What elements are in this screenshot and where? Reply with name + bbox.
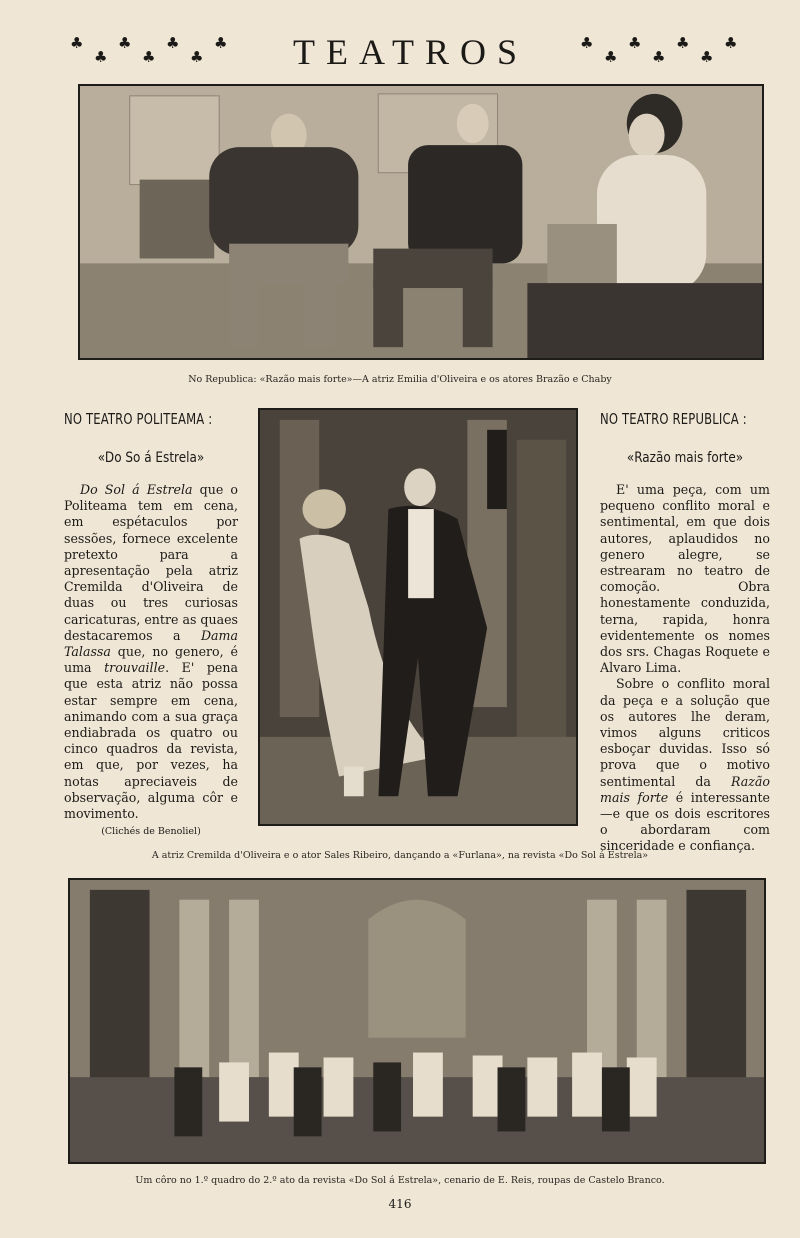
page-title: TEATROS	[292, 32, 528, 72]
photo-credit: (Clichés de Benoliel)	[101, 826, 201, 838]
clover-icon: ♣	[700, 48, 714, 66]
clover-icon: ♣	[118, 34, 132, 52]
photo-choir-scene	[68, 878, 766, 1164]
clover-icon: ♣	[604, 48, 618, 66]
photo-caption-middle: A atriz Cremilda d'Oliveira e o ator Sales Ribeiro, dançando a «Furlana», na revista «Do Sol á Estrela»	[151, 850, 649, 861]
photo-furlana-dance	[258, 408, 578, 826]
article-body: Do Sol á Estrela que o Politeama tem em cena, em espétaculos por sessões, fornece excelente pretexto para a apresentação pela atriz Cremilda d'Oliveira de duas ou tres curiosas caricaturas, entre as quaes destacaremos a Dama Talassa que, no genero, é uma trouvaille. E' pena que esta atriz não possa estar sempre em cena, animando com a sua graça endiabrada os quatro ou cinco quadros da revista, em que, por vezes, ha notas apreciaveis de observação, alguma côr e movimento.	[64, 482, 239, 822]
article-body	[600, 482, 770, 855]
clover-icon: ♣	[676, 34, 690, 52]
section-heading: NO TEATRO REPUBLICA :	[600, 410, 747, 428]
clover-icon: ♣	[70, 34, 84, 52]
column-republica	[600, 410, 770, 855]
clover-icon: ♣	[628, 34, 642, 52]
clover-icon: ♣	[652, 48, 666, 66]
photo-caption-bottom: Um côro no 1.º quadro do 2.º ato da revista «Do Sol á Estrela», cenario de E. Reis, roupas de Castelo Branco.	[135, 1175, 665, 1186]
photo-caption-top: No Republica: «Razão mais forte»—A atriz Emilia d'Oliveira e os atores Brazão e Chaby	[188, 374, 612, 385]
section-subheading: «Razão mais forte»	[626, 450, 744, 466]
clover-icon: ♣	[724, 34, 738, 52]
page-header	[60, 30, 750, 70]
clover-icon: ♣	[580, 34, 594, 52]
clover-ornament-right	[580, 30, 750, 70]
clover-icon: ♣	[214, 34, 228, 52]
page-number: 416	[388, 1197, 412, 1211]
photo-republica-scene	[78, 84, 764, 360]
column-politeama	[64, 410, 238, 837]
clover-icon: ♣	[142, 48, 156, 66]
paragraph: Sobre o conflito moral da peça e a solução que os autores lhe deram, vimos alguns criticos esboçar duvidas. Isso só prova que o motivo sentimental da Razão mais forte é interessante—e que os dois escritores o abordaram com sinceridade e confiança.	[600, 676, 770, 854]
clover-icon: ♣	[166, 34, 180, 52]
section-subheading: «Do So á Estrela»	[97, 450, 205, 466]
clover-icon: ♣	[190, 48, 204, 66]
section-heading: NO TEATRO POLITEAMA :	[64, 410, 213, 428]
paragraph: E' uma peça, com um pequeno conflito moral e sentimental, em que dois autores, aplaudidos no genero alegre, se estrearam no teatro de comoção. Obra honestamente conduzida, terna, rapida, honra evidentemente os nomes dos srs. Chagas Roquete e Alvaro Lima.	[600, 482, 770, 676]
clover-icon: ♣	[94, 48, 108, 66]
